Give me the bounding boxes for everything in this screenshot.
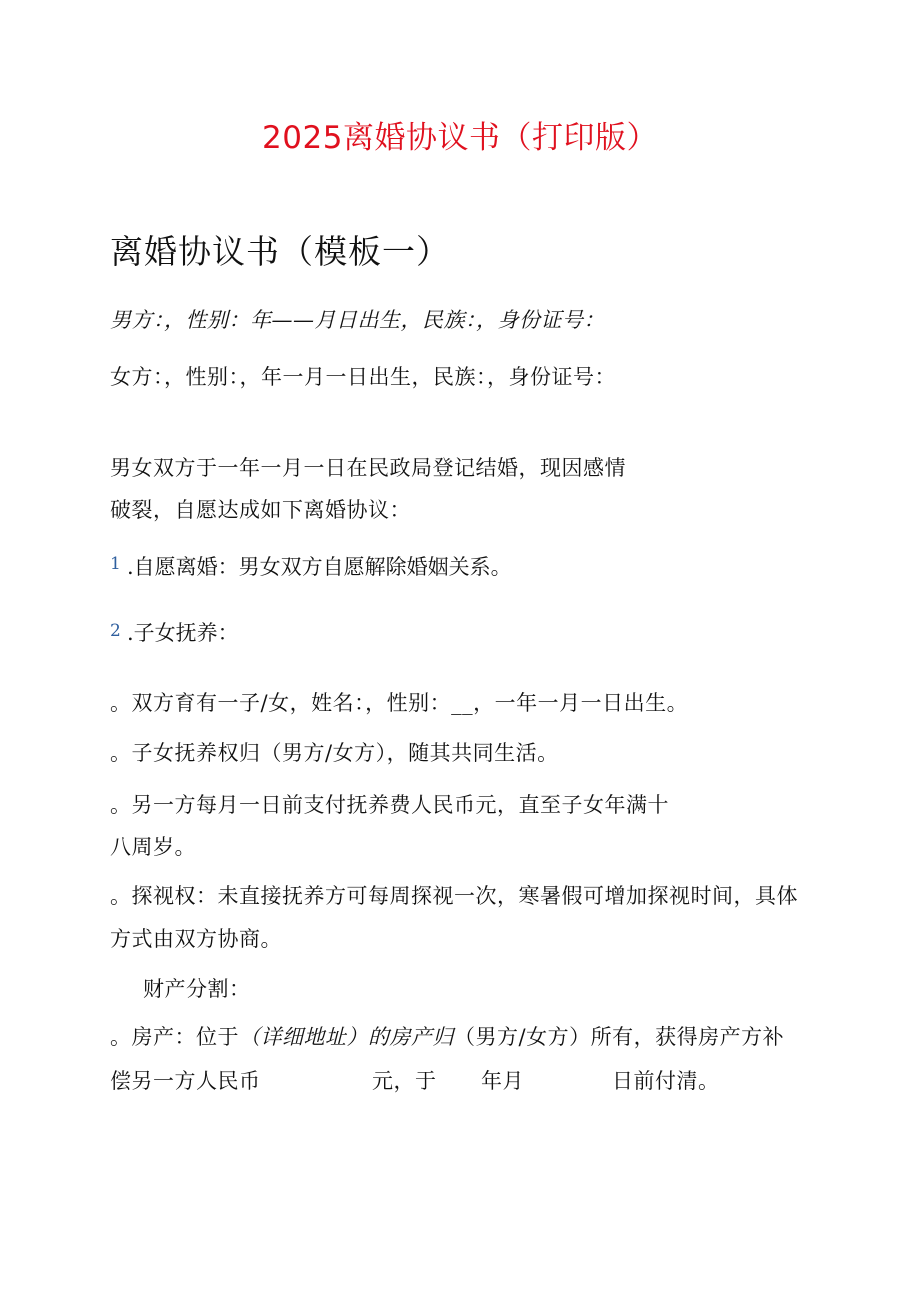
payment-part-3: 年月 <box>481 1069 524 1093</box>
payment-part-2: 元，于 <box>372 1069 437 1093</box>
custody-line: 。子女抚养权归（男方/女方），随其共同生活。 <box>110 741 559 765</box>
document-main-title: 2025离婚协议书（打印版） <box>262 120 658 156</box>
male-party-line: 男方：，性别：年——月日出生，民族：，身份证号： <box>110 308 605 332</box>
intro-line-1: 男女双方于一年一月一日在民政局登记结婚，现因感情 <box>110 456 626 480</box>
intro-line-2: 破裂，自愿达成如下离婚协议： <box>110 498 411 522</box>
payment-part-1: 偿另一方人民币 <box>110 1069 261 1093</box>
female-party-line: 女方：，性别：，年一月一日出生，民族：，身份证号： <box>110 365 616 389</box>
support-line-1: 。另一方每月一日前支付抚养费人民币元，直至子女年满十 <box>110 793 669 817</box>
house-line <box>110 1021 784 1051</box>
item-2-text: .子女抚养： <box>127 621 239 645</box>
payment-part-4: 日前付清。 <box>612 1069 720 1093</box>
visitation-line-1: 。探视权：未直接抚养方可每周探视一次，寒暑假可增加探视时间，具体 <box>110 884 798 908</box>
visitation-line-2: 方式由双方协商。 <box>110 927 282 951</box>
item-1-number: 1 <box>110 554 121 574</box>
property-heading: 财产分割： <box>143 977 251 1001</box>
template-title: 离婚协议书（模板一） <box>110 232 450 271</box>
support-line-2: 八周岁。 <box>110 835 196 859</box>
item-2-number: 2 <box>110 621 121 641</box>
house-prefix: 。房产：位于 <box>110 1025 239 1049</box>
child-info-line: 。双方育有一子/女，姓名：，性别：__，一年一月一日出生。 <box>110 691 689 715</box>
house-address-italic: （详细地址）的房产归 <box>239 1025 454 1049</box>
house-suffix: （男方/女方）所有，获得房产方补 <box>454 1025 785 1049</box>
item-1-text: .自愿离婚：男女双方自愿解除婚姻关系。 <box>127 555 512 579</box>
